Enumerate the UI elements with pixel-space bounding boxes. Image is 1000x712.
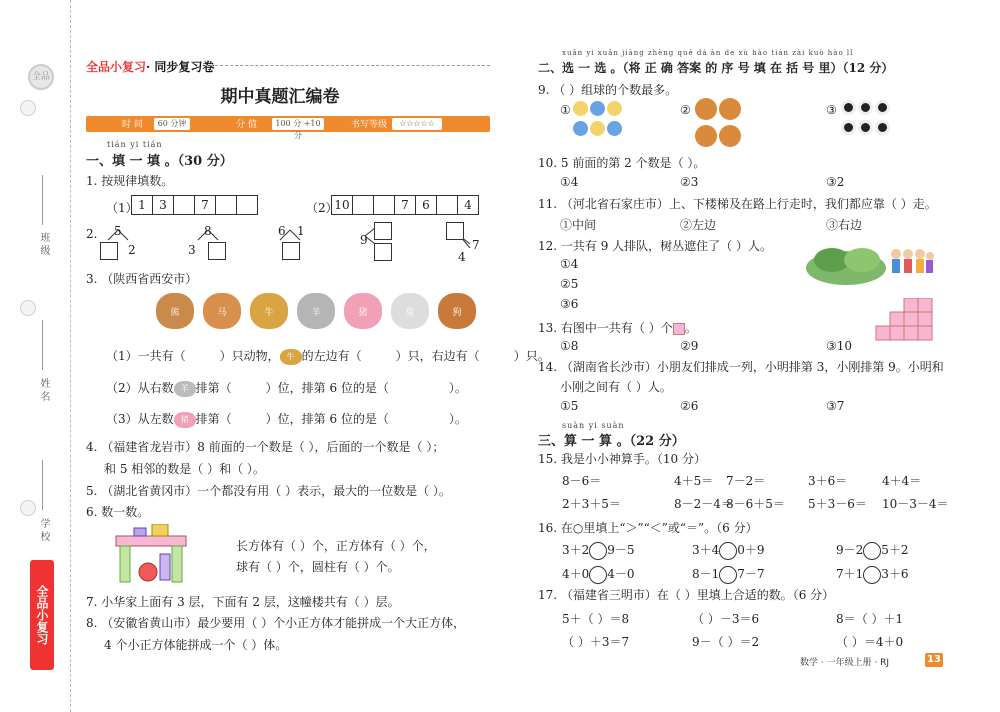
- writing-grade: ☆☆☆☆☆: [392, 118, 442, 130]
- brand-subtitle: · 同步复习卷: [146, 60, 215, 74]
- compare-right: 0＋9: [737, 543, 765, 557]
- q2-bond4-box-top[interactable]: [374, 222, 392, 240]
- volleyball-icon: [590, 121, 605, 136]
- sequence-cell: 1: [131, 195, 153, 215]
- football-icon: [875, 100, 890, 115]
- animal-icon: 牛: [250, 293, 288, 329]
- q17-r2c2: 9－（ ）＝2: [692, 635, 760, 649]
- q2-bond5-right: 7: [472, 238, 480, 252]
- q13-cube-stack: [874, 298, 940, 342]
- q3-sub2-d: ）。: [448, 381, 467, 395]
- basketball-icon: [695, 98, 717, 120]
- compare-left: 4＋0: [562, 567, 590, 581]
- compare-expression: [562, 565, 635, 584]
- q2-bond2-top: 8: [204, 224, 212, 238]
- q5-text: 5. （湖北省黄冈市）一个都没有用（ ）表示，最大的一位数是（ ）。: [86, 484, 451, 498]
- school-line: [42, 460, 43, 510]
- compare-expression: [836, 541, 909, 560]
- q4-line1: 4. （福建省龙岩市）8 前面的一个数是（ ），后面的一个数是（ ）；: [86, 440, 445, 454]
- q1a-sequence: [131, 195, 257, 215]
- page-title: 期中真题汇编卷: [220, 87, 340, 107]
- q3-sub3-d: ）。: [448, 412, 467, 426]
- football-icon: [841, 120, 856, 135]
- q3-sub1-b: ）只动物，: [219, 349, 280, 363]
- q9-volleyball-group: [572, 100, 632, 140]
- q2-bond3-box[interactable]: [282, 242, 300, 260]
- volleyball-icon: [607, 101, 622, 116]
- compare-circle[interactable]: [863, 542, 881, 560]
- volleyball-icon: [590, 101, 605, 116]
- sequence-cell: 7: [194, 195, 216, 215]
- compare-right: 9－5: [607, 543, 635, 557]
- q2-bond1-part: 2: [128, 243, 136, 257]
- q14-line2: 小刚之间有（ ）人。: [560, 380, 672, 394]
- q6-line2: 球有（ ）个，圆柱有（ ）个。: [236, 560, 400, 574]
- class-label: 班 级: [38, 232, 49, 256]
- q1a-label: （1）: [106, 201, 138, 215]
- q7-text: 7. 小华家上面有 3 层，下面有 2 层，这幢楼共有（ ）层。: [86, 595, 400, 609]
- sequence-cell[interactable]: [173, 195, 195, 215]
- q9-text: 9. （ ）组球的个数最多。: [538, 83, 678, 97]
- animal-icon: 马: [203, 293, 241, 329]
- q16-text: 16. 在○里填上“＞”“＜”或“＝”。（6 分）: [538, 521, 758, 535]
- brand-name: 全品小复习: [86, 60, 147, 74]
- q10-option1[interactable]: ①4: [560, 175, 579, 189]
- q12-queue-illustration: [804, 240, 934, 286]
- sequence-cell: 10: [331, 195, 353, 215]
- q14-option2[interactable]: ②6: [680, 399, 699, 413]
- footer-text: 数学 · 一年级上册 · RJ: [800, 658, 890, 668]
- q2-bond5-bottom: 4: [458, 250, 466, 264]
- sequence-cell[interactable]: [436, 195, 458, 215]
- q3-sub3-b: 排第（: [195, 412, 232, 426]
- sequence-cell[interactable]: [236, 195, 258, 215]
- header-rule: [205, 65, 490, 66]
- q3-sub1: [106, 347, 550, 365]
- q1b-label: （2）: [306, 201, 338, 215]
- sequence-cell: 6: [415, 195, 437, 215]
- q2-bond1-box[interactable]: [100, 242, 118, 260]
- page-number: 13: [925, 653, 943, 667]
- q3-text: 3. （陕西省西安市）: [86, 272, 198, 286]
- compare-left: 7＋1: [836, 567, 864, 581]
- cube-icon: [673, 323, 685, 335]
- q13-text-a: 13. 右图中一共有（ ）个: [538, 321, 673, 335]
- q3-sub3-a: （3）从左数: [106, 412, 174, 426]
- compare-expression: [692, 565, 765, 584]
- football-icon: [841, 100, 856, 115]
- animal-icon: 兔: [391, 293, 429, 329]
- q13-text: [538, 319, 697, 336]
- binding-cut-line: [70, 0, 71, 712]
- section2-pinyin: xuǎn yi xuǎn jiāng zhèng què dá àn de xù hào tián zài kuò hào lǐ: [562, 49, 854, 57]
- brand-vertical-logo: 全品小复习: [30, 560, 54, 670]
- q17-r2c3: （ ）＝4＋0: [836, 635, 904, 649]
- q17-text: 17. （福建省三明市）在（ ）里填上合适的数。（6 分）: [538, 588, 835, 602]
- calc-expression: 2＋3＋5＝: [562, 497, 621, 511]
- brand-header: [86, 58, 214, 75]
- sequence-cell: 3: [152, 195, 174, 215]
- volleyball-icon: [573, 101, 588, 116]
- q3-sub1-e: ）只。: [513, 349, 550, 363]
- q17-r1c2: （ ）－3＝6: [692, 612, 760, 626]
- section1-title: 一、填 一 填 。（30 分）: [86, 154, 233, 169]
- volleyball-icon: [573, 121, 588, 136]
- binding-hole: [20, 500, 36, 516]
- score-label: 分 值: [236, 120, 257, 130]
- logo-badge: 全品: [28, 64, 54, 90]
- compare-circle[interactable]: [719, 542, 737, 560]
- class-line: [42, 175, 43, 225]
- binding-hole: [20, 100, 36, 116]
- football-icon: [858, 100, 873, 115]
- section3-title: 三、算 一 算 。（22 分）: [538, 434, 685, 449]
- compare-left: 8－1: [692, 567, 720, 581]
- q3-sub3: [106, 410, 467, 428]
- q2-bond4-box-bottom[interactable]: [374, 243, 392, 261]
- q17-r1c3: 8＝（ ）＋1: [836, 612, 904, 626]
- q10-option3[interactable]: ③2: [826, 175, 845, 189]
- q9-option1[interactable]: ①: [560, 103, 571, 117]
- compare-expression: [836, 565, 909, 584]
- calc-expression: 5＋3－6＝: [808, 497, 867, 511]
- q2-bond5-box[interactable]: [446, 222, 464, 240]
- q13-option1[interactable]: ①8: [560, 339, 579, 353]
- q2-bond1-top: 5: [114, 224, 122, 238]
- q11-option3[interactable]: ③右边: [826, 218, 863, 232]
- q10-text: 10. 5 前面的第 2 个数是（ ）。: [538, 156, 706, 170]
- q2-number: 2.: [86, 227, 98, 241]
- q11-text: 11. （河北省石家庄市）上、下楼梯及在路上行走时，我们都应靠（ ）走。: [538, 197, 937, 211]
- q3-sub2-b: 排第（: [195, 381, 232, 395]
- q4-line2: 和 5 相邻的数是（ ）和（ ）。: [104, 462, 265, 476]
- q12-option3[interactable]: ③6: [560, 297, 579, 311]
- compare-expression: [562, 541, 635, 560]
- q11-option2[interactable]: ②左边: [680, 218, 717, 232]
- volleyball-icon: [607, 121, 622, 136]
- sequence-cell: 4: [457, 195, 479, 215]
- animal-icon: 羊: [297, 293, 335, 329]
- compare-circle[interactable]: [589, 542, 607, 560]
- pig-icon: 猪: [174, 412, 196, 428]
- q17-r2c1: （ ）＋3＝7: [562, 635, 630, 649]
- sequence-cell[interactable]: [352, 195, 374, 215]
- sequence-cell[interactable]: [215, 195, 237, 215]
- section1-pinyin: tián yi tián: [107, 140, 163, 149]
- q1b-sequence: [331, 195, 478, 215]
- calc-expression: 8－6＝: [562, 474, 602, 488]
- school-label: 学 校: [38, 518, 49, 542]
- q3-sub1-c: 的左边有（: [301, 349, 362, 363]
- score-value: 100 分 +10 分: [272, 118, 324, 130]
- calc-expression: 3＋6＝: [808, 474, 848, 488]
- writing-label: 书写等级: [351, 120, 388, 130]
- calc-expression: 7－2＝: [726, 474, 766, 488]
- info-bar: [86, 116, 490, 140]
- compare-left: 9－2: [836, 543, 864, 557]
- compare-circle[interactable]: [719, 566, 737, 584]
- q3-sub3-c: ）位，排第 6 位的是（: [265, 412, 389, 426]
- compare-circle[interactable]: [863, 566, 881, 584]
- compare-circle[interactable]: [589, 566, 607, 584]
- q6-text: 6. 数一数。: [86, 505, 150, 519]
- q14-line1: 14. （湖南省长沙市）小朋友们排成一列，小明排第 3，小刚排第 9。小明和: [538, 360, 944, 374]
- q14-option1[interactable]: ①5: [560, 399, 579, 413]
- q6-solids-illustration: [112, 524, 194, 584]
- time-label: 时 间: [122, 120, 143, 130]
- calc-expression: 4＋5＝: [674, 474, 714, 488]
- calc-expression: 8－6＋5＝: [726, 497, 785, 511]
- q13-option2[interactable]: ②9: [680, 339, 699, 353]
- q3-sub2-c: ）位，排第 6 位的是（: [265, 381, 389, 395]
- time-value: 60 分钟: [154, 118, 190, 130]
- q9-option3[interactable]: ③: [826, 103, 837, 117]
- animal-icon: 熊: [156, 293, 194, 329]
- q11-option1[interactable]: ①中间: [560, 218, 597, 232]
- q1-text: 1. 按规律填数。: [86, 174, 174, 188]
- basketball-icon: [719, 98, 741, 120]
- q12-option2[interactable]: ②5: [560, 277, 579, 291]
- section3-pinyin: suàn yi suàn: [562, 421, 625, 430]
- animal-icon: 狗: [438, 293, 476, 329]
- q8-line1: 8. （安徽省黄山市）最少要用（ ）个小正方体才能拼成一个大正方体，: [86, 616, 466, 630]
- calc-expression: 8－2－4＝: [674, 497, 733, 511]
- q13-text-b: 。: [684, 321, 697, 335]
- q3-sub1-d: ）只，右边有（: [395, 349, 480, 363]
- compare-left: 3＋2: [562, 543, 590, 557]
- name-line: [42, 320, 43, 370]
- q9-basketball-group: [694, 97, 746, 151]
- football-icon: [875, 120, 890, 135]
- compare-right: 7－7: [737, 567, 765, 581]
- football-icon: [858, 120, 873, 135]
- sheep-icon: 羊: [174, 381, 196, 397]
- q2-bond2-box[interactable]: [208, 242, 226, 260]
- q12-option1[interactable]: ①4: [560, 257, 579, 271]
- q8-line2: 4 个小正方体能拼成一个（ ）体。: [104, 638, 288, 652]
- q2-bond2-part: 3: [188, 243, 196, 257]
- compare-left: 3＋4: [692, 543, 720, 557]
- basketball-icon: [695, 125, 717, 147]
- compare-right: 3＋6: [881, 567, 909, 581]
- q12-text: 12. 一共有 9 人排队，树丛遮住了（ ）人。: [538, 239, 772, 253]
- cow-icon: 牛: [280, 349, 302, 365]
- q13-option3[interactable]: ③10: [826, 339, 853, 353]
- q3-sub2: [106, 379, 467, 397]
- section2-title: 二、选 一 选 。（将 正 确 答案 的 序 号 填 在 括 号 里）（12 分）: [538, 61, 894, 75]
- q2-bond4-left: 9: [360, 233, 368, 247]
- q2-bond3-left: 6: [278, 224, 286, 238]
- sequence-cell[interactable]: [373, 195, 395, 215]
- q3-sub1-a: （1）一共有（: [106, 349, 186, 363]
- binding-hole: [20, 300, 36, 316]
- q15-text: 15. 我是小小神算手。（10 分）: [538, 452, 706, 466]
- basketball-icon: [719, 125, 741, 147]
- q6-line1: 长方体有（ ）个，正方体有（ ）个，: [236, 539, 436, 553]
- q9-option2[interactable]: ②: [680, 103, 691, 117]
- q14-option3[interactable]: ③7: [826, 399, 845, 413]
- q3-animal-row: [156, 293, 476, 329]
- name-label: 姓 名: [38, 378, 49, 402]
- q3-sub2-a: （2）从右数: [106, 381, 174, 395]
- sequence-cell: 7: [394, 195, 416, 215]
- q17-r1c1: 5＋（ ）＝8: [562, 612, 630, 626]
- animal-icon: 猪: [344, 293, 382, 329]
- q9-football-group: [840, 99, 900, 139]
- q2-bond3-right: 1: [297, 224, 305, 238]
- calc-expression: 10－3－4＝: [882, 497, 949, 511]
- compare-right: 4－0: [607, 567, 635, 581]
- compare-right: 5＋2: [881, 543, 909, 557]
- calc-expression: 4＋4＝: [882, 474, 922, 488]
- compare-expression: [692, 541, 765, 560]
- q10-option2[interactable]: ②3: [680, 175, 699, 189]
